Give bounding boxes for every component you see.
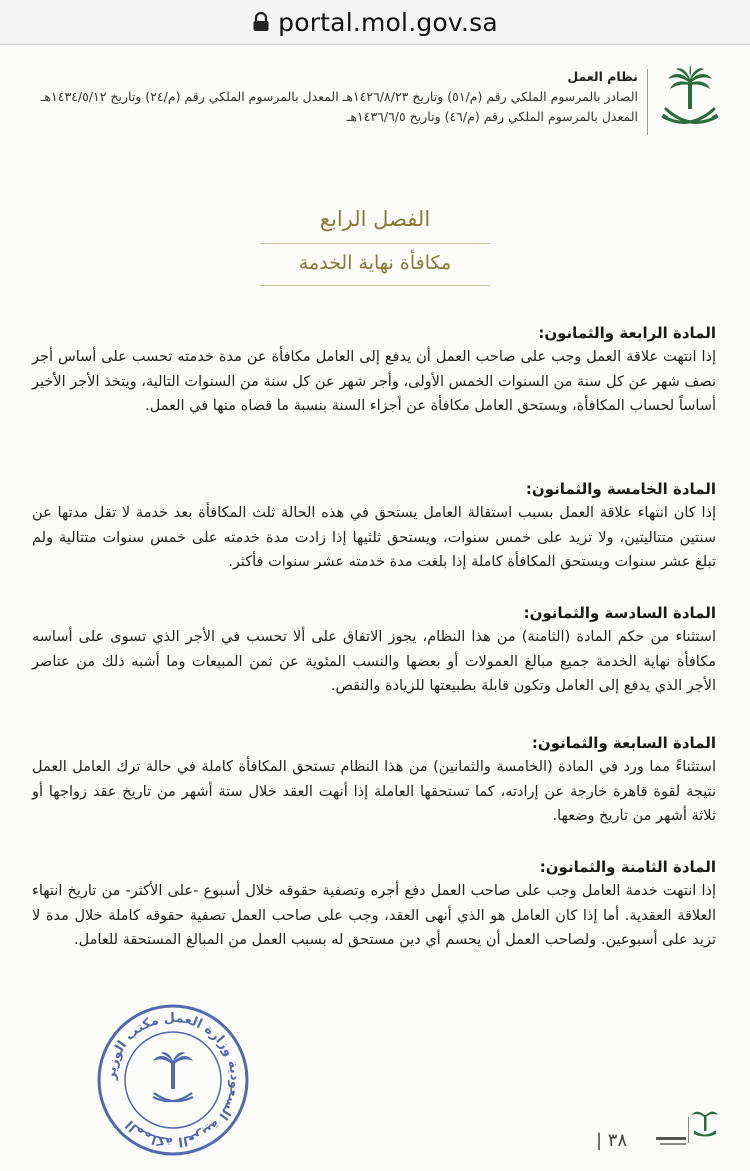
article-84: [32, 321, 716, 419]
article-88: [32, 855, 716, 953]
stamp-palm-icon: [153, 1052, 193, 1089]
law-title: نظام العمل: [567, 69, 638, 84]
url-text[interactable]: portal.mol.gov.sa: [278, 7, 498, 37]
article-heading: المادة الثامنة والثمانون:: [539, 858, 716, 876]
chapter-title: الفصل الرابع: [319, 207, 431, 231]
chapter-divider: [260, 285, 490, 286]
page-number-value: ٣٨: [607, 1130, 628, 1151]
article-body: إذا انتهت خدمة العامل وجب على صاحب العمل دفع أجره وتصفية حقوقه خلال أسبوع -على الأكثر- من تاريخ انتهاء العلاقة العقدية. أما إذا كان العامل هو الذي أنهى العقد، وجب على صاحب العمل تصفية حقوقه كاملة خلال مدة لا تزيد على أسبوعين. ولصاحب العمل أن يحسم أي دين مستحق له بسبب العمل من المبالغ المستحقة للعامل.: [32, 883, 716, 948]
article-86: [32, 601, 716, 699]
chapter-subtitle: مكافأة نهاية الخدمة: [298, 252, 452, 274]
ministry-stamp: [96, 1003, 250, 1157]
article-body: إذا انتهت علاقة العمل وجب على صاحب العمل أن يدفع إلى العامل مكافأة عن مدة خدمته تحسب على أساس أجر نصف شهر عن كل سنة من السنوات الخمس الأولى، وأجر شهر عن كل سنة من السنوات التالية، ويتخذ الأجر الأخير أساساً لحساب المكافأة، ويستحق العامل مكافأة عن أجزاء السنة بنسبة ما قضاه منها في العمل.: [32, 349, 716, 414]
browser-address-bar[interactable]: [0, 0, 750, 45]
document-header: [22, 63, 722, 143]
article-body: استثناءً مما ورد في المادة (الخامسة والثمانين) من هذا النظام تستحق المكافأة كاملة في حالة ترك العامل العمل نتيجة لقوة قاهرة خارجة عن إرادته، كما تستحقها العاملة إذا أنهت العقد خلال ستة أشهر من تاريخ عقد زواجها أو ثلاثة أشهر من تاريخ وضعها.: [32, 759, 716, 824]
article-body: استثناء من حكم المادة (الثامنة) من هذا النظام، يجوز الاتفاق على ألا تحسب في الأجر الذي تسوى على أساسه مكافأة نهاية الخدمة جميع مبالغ العمولات أو بعضها والنسب المئوية عن ثمن المبيعات وما أشبه ذلك من عناصر الأجر الذي يدفع إلى العامل وتكون قابلة بطبيعتها للزيادة والنقص.: [32, 629, 716, 694]
stamp-text: المملكة العربية السعودية وزارة العمل مكتب الوزير: [103, 1010, 243, 1150]
header-text: [28, 67, 638, 127]
ministry-logo-icon: [652, 1107, 722, 1151]
chapter-heading: [0, 205, 750, 285]
lock-icon: [252, 12, 270, 32]
article-heading: المادة السابعة والثمانون:: [531, 734, 716, 752]
decree-line-1: الصادر بالمرسوم الملكي رقم (م/٥١) وتاريخ ١٤٢٦/٨/٢٣هـ المعدل بالمرسوم الملكي رقم (م/٢٤) وتاريخ ١٤٣٤/٥/١٢هـ: [40, 89, 638, 104]
page-number: ٣٨ |: [596, 1130, 628, 1151]
header-divider: [647, 69, 648, 135]
document-page: [0, 45, 750, 1171]
article-body: إذا كان انتهاء علاقة العمل بسبب استقالة العامل يستحق في هذه الحالة ثلث المكافأة بعد خدمة لا تقل مدتها عن سنتين متتاليتين، ولا تزيد على خمس سنوات، ويستحق ثلثيها إذا زادت مدة خدمته على خمس سنوات متتالية ولم تبلغ عشر سنوات ويستحق المكافأة كاملة إذا بلغت مدة خدمته عشر سنوات فأكثر.: [32, 505, 716, 570]
article-85: [32, 477, 716, 575]
article-heading: المادة الخامسة والثمانون:: [525, 480, 716, 498]
decree-line-2: المعدل بالمرسوم الملكي رقم (م/٤٦) وتاريخ ١٤٣٦/٦/٥هـ: [346, 109, 638, 124]
chapter-divider: [260, 243, 490, 244]
saudi-emblem-icon: [658, 65, 722, 141]
article-heading: المادة الرابعة والثمانون:: [538, 324, 716, 342]
article-87: [32, 731, 716, 829]
article-heading: المادة السادسة والثمانون:: [523, 604, 716, 622]
